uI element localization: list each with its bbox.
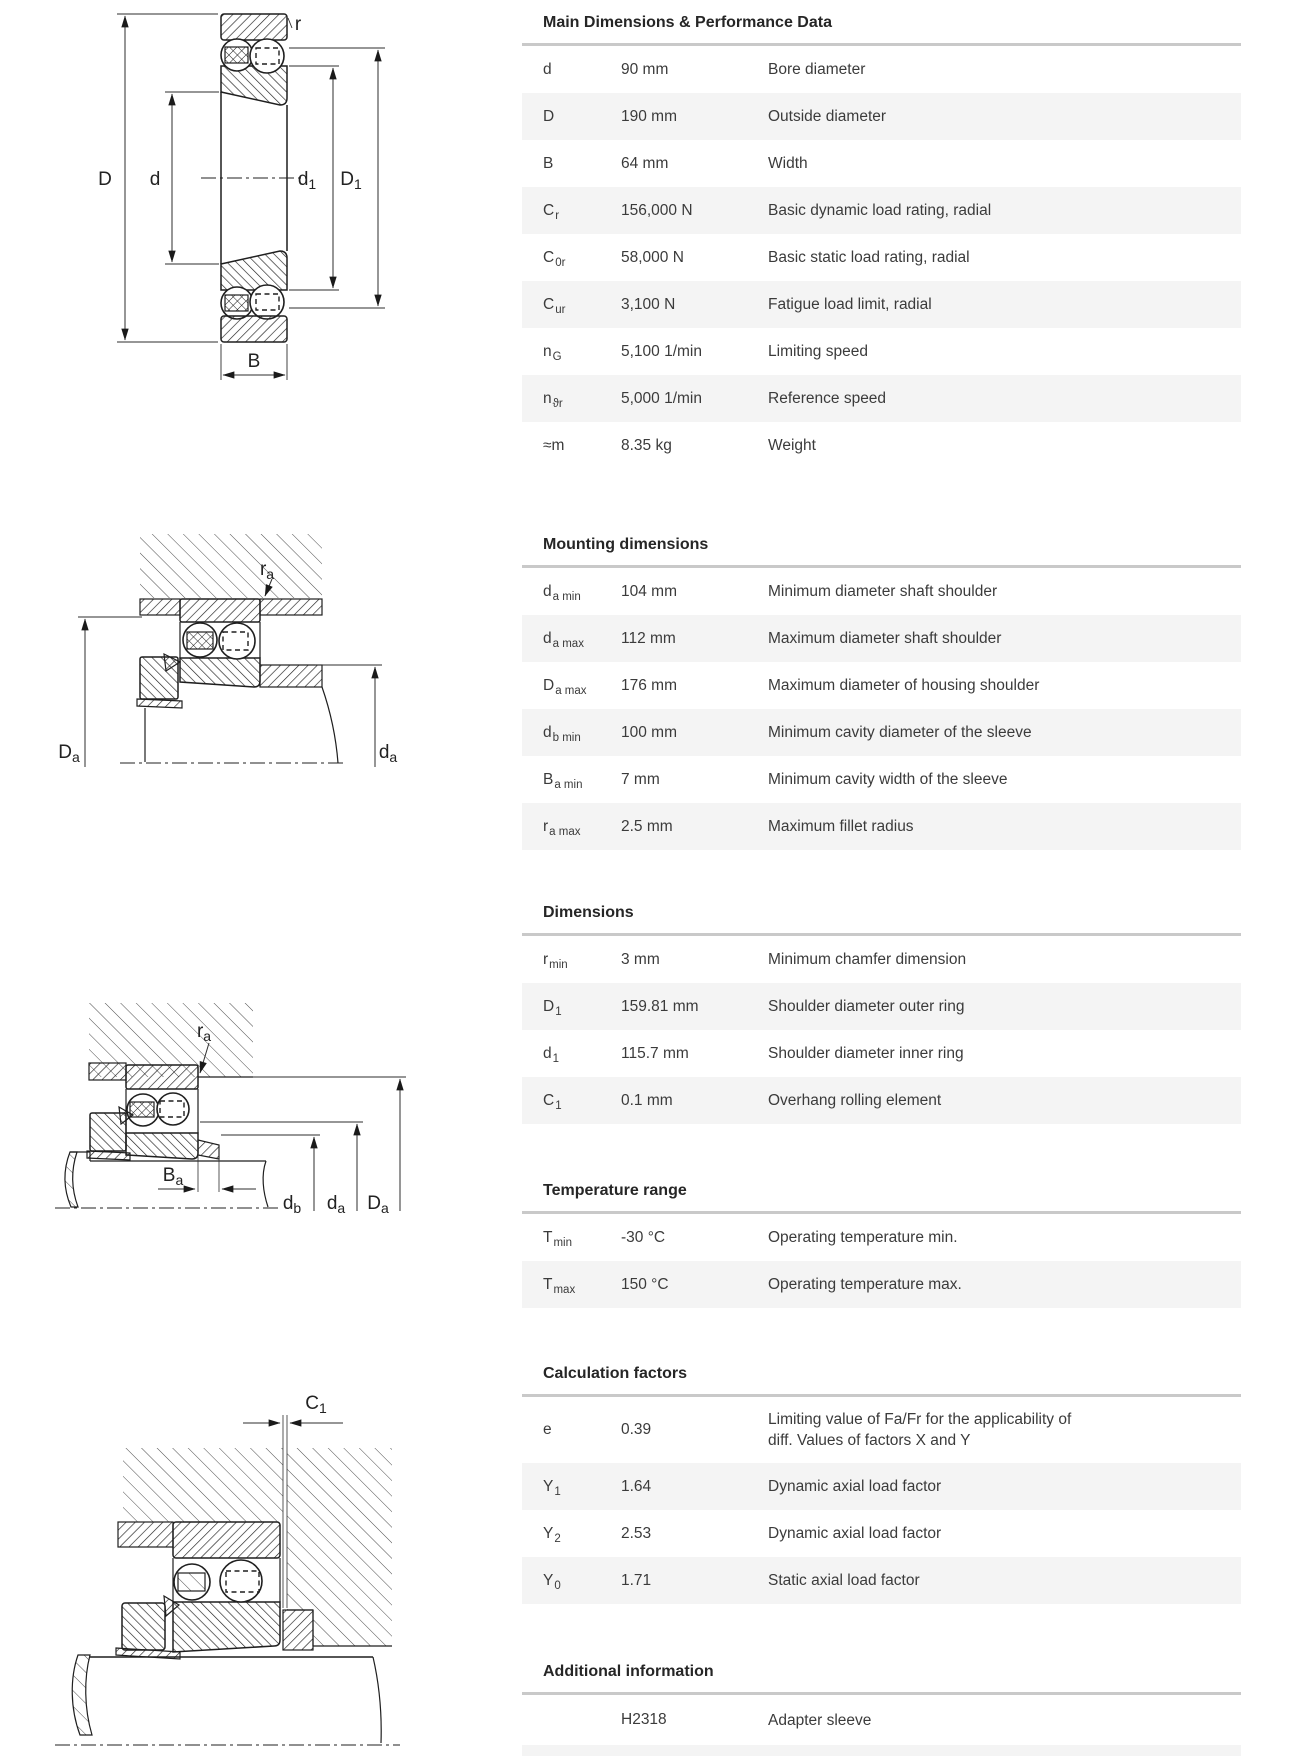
drawing-bearing-cross-section	[55, 8, 395, 388]
row-description: Static axial load factor	[768, 1572, 920, 1589]
row-value: 3,100 N	[621, 295, 676, 313]
label-Da: $D_a$	[58, 742, 80, 765]
row-symbol: $C_{0r}$	[543, 248, 566, 269]
row-description: Basic static load rating, radial	[768, 249, 970, 266]
data-table	[522, 1692, 1241, 1745]
row-value: 0.39	[621, 1421, 652, 1438]
row-value: 90 mm	[621, 60, 669, 78]
row-value: 115.7 mm	[621, 1044, 689, 1062]
section-temperature-range	[522, 1181, 1241, 1308]
row-description: Limiting value of Fa/Fr for the applicability of diff. Values of factors X and Y	[768, 1411, 1072, 1449]
row-symbol: d	[543, 60, 552, 78]
row-description: Maximum diameter of housing shoulder	[768, 677, 1040, 694]
row-symbol: $C_{ur}$	[543, 295, 566, 316]
label-ra: $r_a$	[259, 559, 275, 582]
table-row	[522, 936, 1241, 983]
row-symbol: $C_r$	[543, 201, 560, 222]
table-row	[522, 1030, 1241, 1077]
section-mounting-dimensions	[522, 535, 1241, 850]
table-row	[522, 1261, 1241, 1308]
label-Ba: $B_a$	[162, 1165, 184, 1188]
table-row	[522, 140, 1241, 187]
label-da: $d_a$	[326, 1193, 346, 1216]
section-calculation-factors	[522, 1364, 1241, 1604]
table-row	[522, 375, 1241, 422]
row-description: Adapter sleeve	[768, 1711, 872, 1729]
table-row	[522, 1463, 1241, 1510]
label-Da: $D_a$	[367, 1193, 389, 1216]
row-value: 1.64	[621, 1477, 652, 1495]
section-additional-information	[522, 1662, 1241, 1756]
row-symbol: $C_1$	[543, 1091, 562, 1112]
row-value: 2.53	[621, 1524, 652, 1542]
row-symbol: $T_{max}$	[543, 1275, 576, 1296]
label-r: r	[294, 14, 302, 35]
data-table	[522, 933, 1241, 1124]
section-title: Temperature range	[543, 1182, 687, 1199]
drawing-sleeve-mounting	[40, 985, 430, 1225]
data-table	[522, 1211, 1241, 1308]
row-value: 58,000 N	[621, 248, 684, 266]
table-row	[522, 1695, 1241, 1745]
section-title: Main Dimensions & Performance Data	[543, 14, 832, 31]
row-description: Shoulder diameter inner ring	[768, 1045, 964, 1062]
row-symbol: $n_{ϑr}$	[543, 389, 563, 410]
row-value: 7 mm	[621, 770, 660, 788]
table-row	[522, 568, 1241, 615]
label-B: B	[247, 351, 261, 372]
row-description: Minimum diameter shaft shoulder	[768, 583, 998, 600]
row-symbol: $T_{min}$	[543, 1228, 572, 1249]
row-description: Limiting speed	[768, 343, 868, 360]
row-description: Maximum diameter shaft shoulder	[768, 630, 1002, 647]
drawing-housing-mounting	[45, 505, 405, 795]
table-row	[522, 422, 1241, 469]
row-description: Bore diameter	[768, 61, 866, 78]
section-title: Additional information	[543, 1663, 714, 1680]
housing-mounting-geometry	[120, 534, 345, 763]
row-value: 159.81 mm	[621, 997, 699, 1015]
row-value: 5,000 1/min	[621, 389, 702, 407]
table-row	[522, 1557, 1241, 1604]
row-value: -30 °C	[621, 1228, 666, 1246]
table-row	[522, 46, 1241, 93]
table-row	[522, 281, 1241, 328]
table-row	[522, 1510, 1241, 1557]
table-row	[522, 662, 1241, 709]
data-table	[522, 1394, 1241, 1604]
row-description: Dynamic axial load factor	[768, 1478, 942, 1495]
row-description: Weight	[768, 437, 816, 454]
row-description: Overhang rolling element	[768, 1092, 942, 1109]
row-symbol: $D_1$	[543, 997, 562, 1018]
row-value: H2318	[621, 1711, 667, 1728]
label-db: $d_b$	[282, 1193, 302, 1216]
section-title: Dimensions	[543, 904, 634, 921]
row-value: 0.1 mm	[621, 1091, 673, 1109]
overhang-geometry	[55, 1415, 400, 1745]
label-d: d	[149, 169, 161, 190]
row-symbol: $Y_2$	[543, 1524, 561, 1545]
row-value: 176 mm	[621, 676, 677, 694]
bearing-section-geometry	[201, 14, 307, 342]
row-value: 104 mm	[621, 582, 677, 600]
row-symbol: $B_{a min}$	[543, 770, 583, 791]
label-C1: $C_1$	[305, 1393, 327, 1416]
partial-next-row	[522, 1745, 1241, 1756]
table-row	[522, 983, 1241, 1030]
row-value: 3 mm	[621, 950, 660, 968]
table-row	[522, 803, 1241, 850]
row-value: 2.5 mm	[621, 817, 673, 835]
row-description: Operating temperature max.	[768, 1276, 962, 1293]
label-ra: $r_a$	[196, 1021, 212, 1044]
table-row	[522, 234, 1241, 281]
table-row	[522, 93, 1241, 140]
row-value: 8.35 kg	[621, 436, 672, 454]
row-description: Shoulder diameter outer ring	[768, 998, 965, 1015]
row-description: Maximum fillet radius	[768, 818, 914, 835]
label-da: $d_a$	[378, 742, 398, 765]
row-symbol	[522, 1711, 621, 1729]
data-table	[522, 43, 1241, 469]
row-description: Dynamic axial load factor	[768, 1525, 942, 1542]
table-row	[522, 1397, 1241, 1463]
row-symbol: $Y_1$	[543, 1477, 561, 1498]
overhang-dimensions	[243, 1393, 343, 1423]
label-D1: $D_1$	[340, 169, 362, 192]
table-row	[522, 615, 1241, 662]
row-description: Basic dynamic load rating, radial	[768, 202, 992, 219]
row-description: Operating temperature min.	[768, 1229, 958, 1246]
drawing-overhang-c1	[40, 1378, 430, 1756]
row-description: Minimum chamfer dimension	[768, 951, 967, 968]
row-symbol: $d_{a max}$	[543, 629, 584, 650]
row-symbol: $Y_0$	[543, 1571, 561, 1592]
section-title: Mounting dimensions	[543, 536, 709, 553]
row-value: 150 °C	[621, 1275, 669, 1293]
table-row	[522, 756, 1241, 803]
row-symbol: $r_{a max}$	[543, 817, 581, 838]
row-description: Reference speed	[768, 390, 887, 407]
table-row	[522, 328, 1241, 375]
row-symbol: ≈m	[543, 436, 565, 454]
row-value: 64 mm	[621, 154, 669, 172]
table-row	[522, 1214, 1241, 1261]
row-value: 156,000 N	[621, 201, 693, 219]
row-description: Width	[768, 155, 808, 172]
row-description: Minimum cavity diameter of the sleeve	[768, 724, 1032, 741]
label-d1: $d_1$	[297, 169, 317, 192]
row-description: Outside diameter	[768, 108, 887, 125]
row-symbol: B	[543, 154, 554, 172]
data-table	[522, 565, 1241, 850]
row-value: 100 mm	[621, 723, 677, 741]
table-row	[522, 187, 1241, 234]
row-value: 190 mm	[621, 107, 677, 125]
row-value: 112 mm	[621, 629, 676, 647]
row-value: 5,100 1/min	[621, 342, 702, 360]
section-dimensions	[522, 903, 1241, 1124]
row-symbol: $d_{b min}$	[543, 723, 581, 744]
row-symbol: $d_{a min}$	[543, 582, 581, 603]
table-row	[522, 709, 1241, 756]
section-title: Calculation factors	[543, 1365, 688, 1382]
row-symbol: $n_G$	[543, 342, 562, 363]
row-symbol: $D_{a max}$	[543, 676, 587, 697]
section-main-dimensions	[522, 13, 1241, 469]
row-symbol: e	[543, 1421, 552, 1438]
label-D: D	[98, 169, 112, 190]
row-description: Fatigue load limit, radial	[768, 296, 932, 313]
row-symbol: $d_1$	[543, 1044, 560, 1065]
row-value: 1.71	[621, 1571, 652, 1589]
row-symbol: D	[543, 107, 555, 125]
row-symbol: $r_{min}$	[543, 950, 568, 971]
table-row	[522, 1077, 1241, 1124]
row-description: Minimum cavity width of the sleeve	[768, 771, 1008, 788]
